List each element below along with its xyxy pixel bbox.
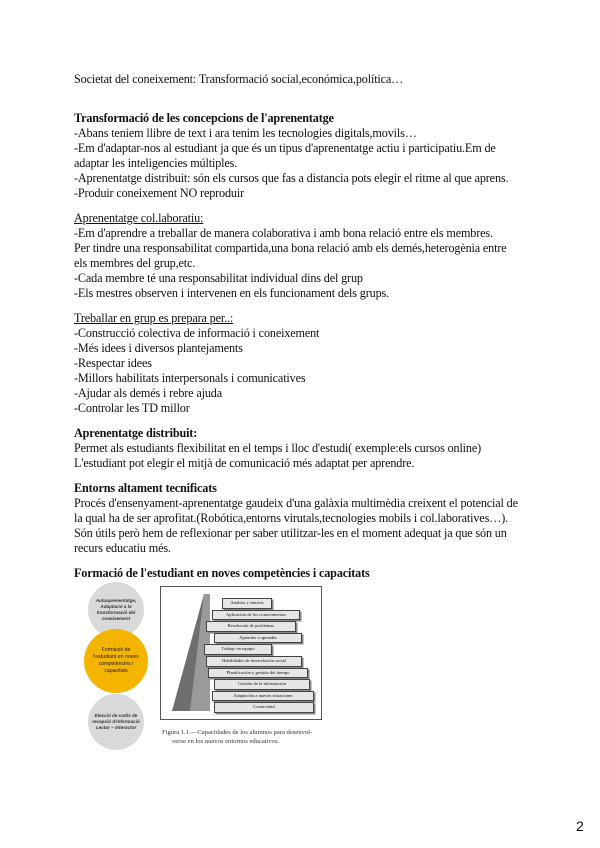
text-line: Procés d'ensenyament-aprenentatge gaudeix d'una galàxia multimèdia creixent el potencial de <box>74 496 518 510</box>
capability-level: Adaptación a nuevas situaciones <box>212 691 314 702</box>
text-line: L'estudiant pot elegir el mitjà de comunicació més adaptat per aprendre. <box>74 456 415 470</box>
caption-line-1: Figura 1.1.—Capacidades de los alumnos para desenvol- <box>162 729 313 736</box>
text-line: adaptar les inteligencies múltiples. <box>74 156 238 170</box>
figure-caption <box>162 728 312 746</box>
capability-level: Creatividad <box>214 702 314 713</box>
text-line: Per tindre una responsabilitat compartida,una bona relació amb els demés,heterogènia entre <box>74 241 507 255</box>
text-line: els membres del grup,etc. <box>74 256 196 270</box>
text-line: -Ajudar als demés i rebre ajuda <box>74 386 222 400</box>
text-line: -Respectar idees <box>74 356 152 370</box>
text-line: Societat del coneixement: Transformació social,económica,política… <box>74 72 404 86</box>
capability-level: Aprender a aprender <box>214 633 302 644</box>
text-line: -Controlar les TD millor <box>74 401 190 415</box>
text-line: -Construcció colectiva de informació i coneixement <box>74 326 320 340</box>
text-line: -Produir coneixement NO reproduir <box>74 186 245 200</box>
subsection-heading: Treballar en grup es prepara per..: <box>74 311 234 325</box>
text-line: la qual ha de ser aprofitat.(Robótica,entorns virutals,tecnologies mobils i col.laboratives…). <box>74 511 509 525</box>
capability-level: Trabajo en equipo <box>204 644 272 655</box>
text-line: -Em d'aprendre a treballar de manera colaborativa i amb bona relació entre els membres. <box>74 226 493 240</box>
capability-level: Habilidades de interrelación social <box>206 656 302 667</box>
circle-bottom-label: Elecció de codis de recepció d'informació Lector – Interactor <box>92 713 140 730</box>
subsection-heading: Aprenentatge col.laboratiu: <box>74 211 204 225</box>
section-heading: Entorns altament tecnificats <box>74 481 217 495</box>
section-heading: Aprenentatge distribuit: <box>74 426 198 440</box>
circle-top-label: Autoaprenentatge, Adaptació a la transformació del coneixement <box>95 598 137 621</box>
capability-level: Gestión de la información <box>214 679 310 690</box>
section-heading: Transformació de les concepcions de l'aprenentatge <box>74 111 334 125</box>
text-line: Són útils però hem de reflexionar per saber utilitzar-les en el moment adequat ja que són un <box>74 526 507 540</box>
text-line: Permet als estudiants flexibilitat en el temps i lloc d'estudi( exemple:els cursos online) <box>74 441 482 455</box>
circle-middle-label: Formació de l'estudiant en noves competències i capacitats <box>93 647 139 674</box>
text-line: -Cada membre té una responsabilitat individual dins del grup <box>74 271 363 285</box>
text-line: recurs educatiu més. <box>74 541 171 555</box>
text-line: -Els mestres observen i intervenen en els funcionament dels grups. <box>74 286 390 300</box>
capability-level: Análisis y síntesis <box>222 598 272 609</box>
text-line: -Em d'adaptar-nos al estudiant ja que és un tipus d'aprenentatge actiu i participatiu.Em de <box>74 141 496 155</box>
circle-information-codes <box>88 694 144 750</box>
text-line: -Més idees i diversos plantejaments <box>74 341 243 355</box>
caption-line-2: verse en los nuevos entornos educativos. <box>172 738 280 745</box>
circle-student-training <box>84 629 148 693</box>
text-line: -Abans teniem llibre de text i ara tenim les tecnologies digitals,movils… <box>74 126 417 140</box>
text-line: -Aprenentatge distribuit: són els cursos que fas a distancia pots elegir el ritme al que aprens. <box>74 171 509 185</box>
section-heading: Formació de l'estudiant en noves competències i capacitats <box>74 566 370 580</box>
capability-level: Planificación y gestión del tiempo <box>208 668 308 679</box>
capability-level: Resolución de problemas <box>206 621 296 632</box>
page-number: 2 <box>576 818 584 834</box>
text-line: -Millors habilitats interpersonals i comunicatives <box>74 371 306 385</box>
capability-level: Aplicación de los conocimientos <box>212 610 300 621</box>
